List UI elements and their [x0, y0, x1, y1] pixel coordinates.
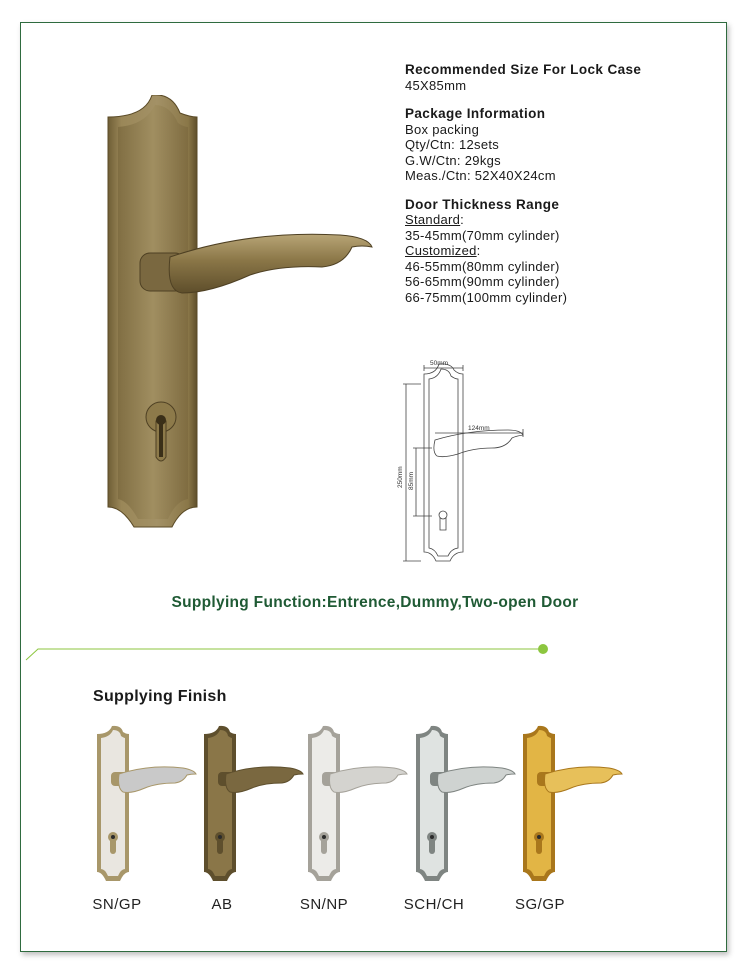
lock-icon-ab [202, 724, 312, 889]
door-custom-value: 66-75mm(100mm cylinder) [405, 289, 568, 305]
finish-item-sn-np [299, 724, 426, 913]
supplying-finish-title: Supplying Finish [93, 688, 227, 705]
package-heading: Package Information [405, 106, 546, 121]
lock-case-block [405, 62, 715, 93]
lock-icon-sn-np [306, 724, 416, 889]
width-dimension-label: 50mm [430, 360, 449, 367]
lock-icon-sg-gp [521, 724, 631, 889]
height-dimension-label: 250mm [397, 466, 404, 488]
center-dimension-label: 85mm [408, 471, 415, 490]
door-standard-value: 35-45mm(70mm cylinder) [405, 227, 560, 243]
finish-item-sg-gp [514, 724, 641, 913]
antique-brass-lock-image [100, 95, 380, 540]
spec-panel [405, 62, 715, 318]
door-custom-value: 46-55mm(80mm cylinder) [405, 258, 560, 274]
finish-item-sn-gp [92, 724, 215, 913]
finish-label: SCH/CH [403, 896, 465, 913]
lock-icon-sch-ch [414, 724, 524, 889]
door-block [405, 197, 715, 306]
finish-label: SN/GP [92, 896, 142, 913]
standard-label: Standard [405, 212, 461, 227]
package-meas: Meas./Ctn: 52X40X24cm [405, 168, 556, 183]
finish-item-ab [202, 724, 322, 913]
package-packing: Box packing [405, 121, 480, 137]
lock-case-heading: Recommended Size For Lock Case [405, 62, 642, 77]
finish-label: AB [211, 896, 233, 913]
package-gw: G.W/Ctn: 29kgs [405, 152, 501, 168]
package-block [405, 106, 715, 184]
technical-drawing [388, 356, 548, 571]
customized-label: Customized [405, 243, 477, 258]
door-custom-value: 56-65mm(90mm cylinder) [405, 274, 560, 289]
section-divider [24, 640, 554, 662]
handle-dimension-label: 124mm [468, 425, 490, 432]
finish-item-sch-ch [403, 724, 534, 913]
supplying-function-title: Supplying Function:Entrence,Dummy,Two-open Door [171, 594, 579, 611]
finish-label: SN/NP [299, 896, 349, 913]
door-standard-row: Standard: [405, 212, 465, 227]
package-qty: Qty/Ctn: 12sets [405, 137, 500, 152]
door-custom-row: Customized: [405, 243, 481, 258]
lock-icon-sn-gp [95, 724, 205, 889]
door-heading: Door Thickness Range [405, 196, 560, 212]
finish-label: SG/GP [514, 896, 565, 913]
lock-case-value: 45X85mm [405, 77, 467, 93]
